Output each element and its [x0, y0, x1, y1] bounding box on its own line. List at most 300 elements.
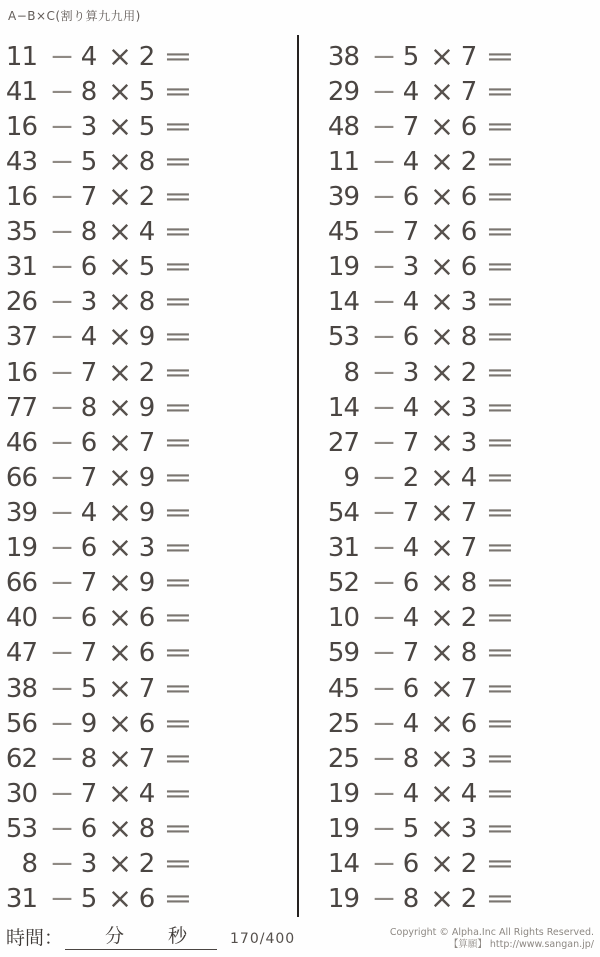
minuend-value: 8: [21, 849, 37, 880]
factor-b-value: 4: [402, 146, 420, 177]
problem-row: [322, 882, 600, 917]
factor-b-value: 3: [402, 357, 420, 388]
factor-c-value: 8: [138, 287, 156, 318]
minuend-value: 53: [327, 322, 359, 353]
problem-row: [0, 706, 296, 741]
problems-column-right: [322, 39, 600, 917]
factor-c-value: 6: [460, 217, 478, 248]
factor-b-value: 7: [402, 217, 420, 248]
multiply-sign: ×: [108, 250, 132, 284]
multiply-sign: ×: [430, 356, 454, 390]
multiply-sign: ×: [430, 75, 454, 109]
problem-row: [322, 320, 600, 355]
factor-c-value: 6: [460, 181, 478, 212]
factor-c-value: 3: [460, 813, 478, 844]
factor-b-value: 7: [80, 181, 98, 212]
factor-c-value: 6: [460, 708, 478, 739]
minus-sign: −: [49, 708, 75, 739]
minus-sign: −: [371, 357, 397, 388]
factor-c-value: 9: [138, 322, 156, 353]
equals-sign: =: [163, 357, 193, 388]
multiply-sign: ×: [108, 707, 132, 741]
equals-sign: =: [163, 849, 193, 880]
page-indicator: 170/400: [230, 931, 296, 947]
factor-b-value: 7: [402, 427, 420, 458]
problem-row: [0, 601, 296, 636]
factor-b-value: 3: [80, 287, 98, 318]
factor-b-value: 5: [80, 146, 98, 177]
equals-sign: =: [485, 673, 515, 704]
multiply-sign: ×: [108, 531, 132, 565]
factor-c-value: 9: [138, 392, 156, 423]
factor-c-value: 5: [138, 111, 156, 142]
factor-c-value: 6: [138, 708, 156, 739]
equals-sign: =: [163, 708, 193, 739]
factor-b-value: 4: [402, 603, 420, 634]
problem-row: [322, 425, 600, 460]
factor-c-value: 6: [138, 638, 156, 669]
minus-sign: −: [371, 41, 397, 72]
minus-sign: −: [371, 708, 397, 739]
multiply-sign: ×: [108, 601, 132, 635]
multiply-sign: ×: [430, 426, 454, 460]
equals-sign: =: [485, 462, 515, 493]
factor-c-value: 4: [138, 778, 156, 809]
factor-b-value: 4: [402, 708, 420, 739]
multiply-sign: ×: [108, 461, 132, 495]
minuend-value: 25: [327, 708, 359, 739]
problem-row: [0, 285, 296, 320]
factor-b-value: 9: [80, 708, 98, 739]
equals-sign: =: [485, 76, 515, 107]
multiply-sign: ×: [108, 320, 132, 354]
multiply-sign: ×: [430, 40, 454, 74]
factor-c-value: 5: [138, 76, 156, 107]
equals-sign: =: [485, 603, 515, 634]
minus-sign: −: [49, 357, 75, 388]
factor-b-value: 6: [402, 181, 420, 212]
minuend-value: 37: [5, 322, 37, 353]
minus-sign: −: [49, 533, 75, 564]
factor-c-value: 2: [460, 884, 478, 915]
problem-row: [0, 39, 296, 74]
problem-row: [0, 776, 296, 811]
multiply-sign: ×: [430, 320, 454, 354]
multiply-sign: ×: [108, 40, 132, 74]
multiply-sign: ×: [108, 391, 132, 425]
factor-b-value: 6: [80, 813, 98, 844]
multiply-sign: ×: [430, 812, 454, 846]
factor-c-value: 8: [138, 146, 156, 177]
equals-sign: =: [163, 568, 193, 599]
minuend-value: 11: [5, 41, 37, 72]
equals-sign: =: [163, 76, 193, 107]
minuend-value: 26: [5, 287, 37, 318]
factor-b-value: 5: [80, 673, 98, 704]
multiply-sign: ×: [430, 707, 454, 741]
minus-sign: −: [371, 181, 397, 212]
factor-b-value: 4: [402, 287, 420, 318]
factor-b-value: 2: [402, 462, 420, 493]
equals-sign: =: [485, 357, 515, 388]
minus-sign: −: [49, 673, 75, 704]
problem-row: [322, 74, 600, 109]
multiply-sign: ×: [430, 882, 454, 916]
minus-sign: −: [49, 568, 75, 599]
factor-b-value: 3: [80, 111, 98, 142]
multiply-sign: ×: [108, 777, 132, 811]
multiply-sign: ×: [430, 847, 454, 881]
equals-sign: =: [163, 462, 193, 493]
minus-sign: −: [371, 673, 397, 704]
factor-b-value: 8: [402, 743, 420, 774]
problem-row: [0, 847, 296, 882]
minus-sign: −: [371, 743, 397, 774]
factor-b-value: 5: [402, 41, 420, 72]
problem-row: [0, 531, 296, 566]
minuend-value: 56: [5, 708, 37, 739]
minuend-value: 39: [327, 181, 359, 212]
factor-c-value: 2: [460, 357, 478, 388]
minus-sign: −: [49, 778, 75, 809]
minus-sign: −: [49, 181, 75, 212]
minuend-value: 19: [327, 813, 359, 844]
factor-c-value: 7: [138, 743, 156, 774]
factor-c-value: 9: [138, 568, 156, 599]
time-answer-line: [65, 921, 217, 950]
equals-sign: =: [485, 884, 515, 915]
minuend-value: 38: [327, 41, 359, 72]
factor-c-value: 8: [460, 638, 478, 669]
minus-sign: −: [49, 287, 75, 318]
multiply-sign: ×: [430, 391, 454, 425]
minuend-value: 46: [5, 427, 37, 458]
minuend-value: 11: [327, 146, 359, 177]
problem-row: [322, 636, 600, 671]
equals-sign: =: [485, 743, 515, 774]
multiply-sign: ×: [108, 75, 132, 109]
problem-row: [322, 706, 600, 741]
equals-sign: =: [485, 778, 515, 809]
problem-row: [0, 741, 296, 776]
factor-c-value: 3: [460, 743, 478, 774]
factor-c-value: 8: [460, 568, 478, 599]
factor-c-value: 2: [460, 849, 478, 880]
factor-c-value: 7: [460, 497, 478, 528]
factor-b-value: 8: [80, 76, 98, 107]
time-entry: [6, 921, 217, 950]
multiply-sign: ×: [430, 742, 454, 776]
factor-b-value: 6: [402, 322, 420, 353]
minuend-value: 66: [5, 568, 37, 599]
multiply-sign: ×: [108, 566, 132, 600]
problem-row: [0, 179, 296, 214]
factor-c-value: 4: [460, 778, 478, 809]
factor-c-value: 2: [138, 849, 156, 880]
problem-row: [0, 425, 296, 460]
factor-b-value: 3: [402, 252, 420, 283]
factor-b-value: 7: [80, 357, 98, 388]
problem-row: [322, 847, 600, 882]
problem-row: [0, 215, 296, 250]
multiply-sign: ×: [108, 426, 132, 460]
factor-b-value: 7: [402, 497, 420, 528]
multiply-sign: ×: [430, 250, 454, 284]
minuend-value: 8: [343, 357, 359, 388]
multiply-sign: ×: [430, 145, 454, 179]
problem-row: [322, 741, 600, 776]
factor-c-value: 8: [138, 813, 156, 844]
equals-sign: =: [163, 322, 193, 353]
equals-sign: =: [485, 322, 515, 353]
equals-sign: =: [163, 217, 193, 248]
minus-sign: −: [371, 884, 397, 915]
minus-sign: −: [371, 638, 397, 669]
factor-b-value: 3: [80, 849, 98, 880]
copyright-line2: 【算願】 http://www.sangan.jp/: [448, 939, 594, 950]
equals-sign: =: [163, 427, 193, 458]
minus-sign: −: [49, 884, 75, 915]
problem-row: [0, 74, 296, 109]
minuend-value: 25: [327, 743, 359, 774]
factor-b-value: 7: [80, 568, 98, 599]
equals-sign: =: [485, 287, 515, 318]
factor-b-value: 4: [402, 533, 420, 564]
minuend-value: 39: [5, 497, 37, 528]
minus-sign: −: [371, 849, 397, 880]
equals-sign: =: [163, 111, 193, 142]
problem-row: [0, 460, 296, 495]
minus-sign: −: [371, 497, 397, 528]
equals-sign: =: [163, 392, 193, 423]
minus-sign: −: [49, 111, 75, 142]
multiply-sign: ×: [430, 110, 454, 144]
equals-sign: =: [485, 568, 515, 599]
factor-b-value: 8: [402, 884, 420, 915]
seconds-label: 秒: [168, 926, 188, 947]
copyright: [390, 927, 594, 951]
equals-sign: =: [485, 111, 515, 142]
minus-sign: −: [371, 568, 397, 599]
equals-sign: =: [163, 673, 193, 704]
minus-sign: −: [371, 146, 397, 177]
problem-row: [0, 671, 296, 706]
factor-c-value: 7: [460, 76, 478, 107]
copyright-line1: Copyright © Alpha.Inc All Rights Reserved.: [389, 927, 594, 938]
problem-row: [322, 144, 600, 179]
equals-sign: =: [163, 181, 193, 212]
minus-sign: −: [49, 638, 75, 669]
factor-c-value: 6: [460, 111, 478, 142]
minuend-value: 19: [5, 533, 37, 564]
equals-sign: =: [163, 743, 193, 774]
factor-c-value: 4: [138, 217, 156, 248]
multiply-sign: ×: [108, 180, 132, 214]
equals-sign: =: [485, 849, 515, 880]
multiply-sign: ×: [430, 672, 454, 706]
equals-sign: =: [163, 778, 193, 809]
multiply-sign: ×: [430, 461, 454, 495]
multiply-sign: ×: [108, 812, 132, 846]
minus-sign: −: [49, 252, 75, 283]
minus-sign: −: [371, 111, 397, 142]
minus-sign: −: [371, 392, 397, 423]
factor-b-value: 4: [80, 41, 98, 72]
factor-c-value: 5: [138, 252, 156, 283]
factor-c-value: 2: [460, 603, 478, 634]
multiply-sign: ×: [108, 496, 132, 530]
minus-sign: −: [49, 743, 75, 774]
multiply-sign: ×: [430, 566, 454, 600]
minuend-value: 9: [343, 462, 359, 493]
minuend-value: 47: [5, 638, 37, 669]
equals-sign: =: [163, 287, 193, 318]
equals-sign: =: [163, 603, 193, 634]
problem-row: [0, 144, 296, 179]
minuend-value: 19: [327, 778, 359, 809]
equals-sign: =: [485, 392, 515, 423]
minuend-value: 54: [327, 497, 359, 528]
equals-sign: =: [163, 252, 193, 283]
factor-b-value: 4: [80, 322, 98, 353]
worksheet-title: A−B×C(割り算九九用): [8, 9, 141, 23]
minuend-value: 45: [327, 673, 359, 704]
factor-b-value: 6: [80, 603, 98, 634]
problem-row: [0, 636, 296, 671]
minuend-value: 14: [327, 287, 359, 318]
problem-row: [322, 531, 600, 566]
problem-row: [322, 355, 600, 390]
factor-b-value: 5: [80, 884, 98, 915]
problem-row: [0, 882, 296, 917]
factor-b-value: 6: [80, 533, 98, 564]
minus-sign: −: [49, 427, 75, 458]
problem-row: [0, 390, 296, 425]
factor-c-value: 2: [460, 146, 478, 177]
minus-sign: −: [371, 217, 397, 248]
minus-sign: −: [371, 778, 397, 809]
minuend-value: 31: [5, 884, 37, 915]
factor-b-value: 7: [80, 462, 98, 493]
factor-b-value: 6: [402, 673, 420, 704]
equals-sign: =: [485, 146, 515, 177]
factor-c-value: 2: [138, 357, 156, 388]
multiply-sign: ×: [430, 601, 454, 635]
multiply-sign: ×: [108, 285, 132, 319]
minuend-value: 52: [327, 568, 359, 599]
minuend-value: 45: [327, 217, 359, 248]
factor-b-value: 7: [402, 111, 420, 142]
multiply-sign: ×: [430, 496, 454, 530]
minus-sign: −: [49, 146, 75, 177]
factor-b-value: 4: [402, 392, 420, 423]
minuend-value: 35: [5, 217, 37, 248]
equals-sign: =: [485, 427, 515, 458]
factor-b-value: 5: [402, 813, 420, 844]
problem-row: [322, 460, 600, 495]
minuend-value: 41: [5, 76, 37, 107]
equals-sign: =: [163, 497, 193, 528]
minus-sign: −: [371, 533, 397, 564]
problem-row: [322, 776, 600, 811]
multiply-sign: ×: [430, 285, 454, 319]
equals-sign: =: [485, 533, 515, 564]
equals-sign: =: [485, 217, 515, 248]
equals-sign: =: [485, 252, 515, 283]
column-divider: [297, 35, 299, 917]
factor-c-value: 9: [138, 462, 156, 493]
problem-row: [0, 250, 296, 285]
minuend-value: 66: [5, 462, 37, 493]
problems-column-left: [0, 39, 296, 917]
multiply-sign: ×: [108, 356, 132, 390]
problem-row: [0, 109, 296, 144]
problem-row: [322, 39, 600, 74]
minus-sign: −: [49, 217, 75, 248]
minuend-value: 77: [5, 392, 37, 423]
equals-sign: =: [163, 813, 193, 844]
minus-sign: −: [49, 76, 75, 107]
multiply-sign: ×: [108, 882, 132, 916]
factor-b-value: 6: [402, 568, 420, 599]
factor-c-value: 4: [460, 462, 478, 493]
minus-sign: −: [49, 603, 75, 634]
problem-row: [322, 566, 600, 601]
minuend-value: 19: [327, 252, 359, 283]
minuend-value: 29: [327, 76, 359, 107]
minuend-value: 16: [5, 111, 37, 142]
minus-sign: −: [49, 392, 75, 423]
problem-row: [322, 390, 600, 425]
factor-b-value: 8: [80, 392, 98, 423]
minus-sign: −: [371, 287, 397, 318]
minuend-value: 38: [5, 673, 37, 704]
multiply-sign: ×: [430, 636, 454, 670]
minus-sign: −: [371, 603, 397, 634]
minuend-value: 19: [327, 884, 359, 915]
factor-b-value: 4: [402, 76, 420, 107]
factor-c-value: 8: [460, 322, 478, 353]
problem-row: [322, 215, 600, 250]
minuend-value: 10: [327, 603, 359, 634]
minuend-value: 31: [327, 533, 359, 564]
problem-row: [322, 250, 600, 285]
minuend-value: 43: [5, 146, 37, 177]
factor-c-value: 7: [460, 533, 478, 564]
minus-sign: −: [49, 813, 75, 844]
problem-row: [322, 601, 600, 636]
equals-sign: =: [485, 708, 515, 739]
factor-b-value: 7: [80, 638, 98, 669]
minuend-value: 16: [5, 181, 37, 212]
multiply-sign: ×: [108, 110, 132, 144]
multiply-sign: ×: [108, 672, 132, 706]
minus-sign: −: [371, 76, 397, 107]
problem-row: [322, 109, 600, 144]
minus-sign: −: [371, 813, 397, 844]
equals-sign: =: [485, 181, 515, 212]
minuend-value: 14: [327, 849, 359, 880]
multiply-sign: ×: [108, 742, 132, 776]
minus-sign: −: [371, 462, 397, 493]
minuend-value: 31: [5, 252, 37, 283]
factor-b-value: 8: [80, 743, 98, 774]
minuend-value: 53: [5, 813, 37, 844]
multiply-sign: ×: [430, 531, 454, 565]
problem-row: [0, 320, 296, 355]
multiply-sign: ×: [108, 215, 132, 249]
minuend-value: 14: [327, 392, 359, 423]
